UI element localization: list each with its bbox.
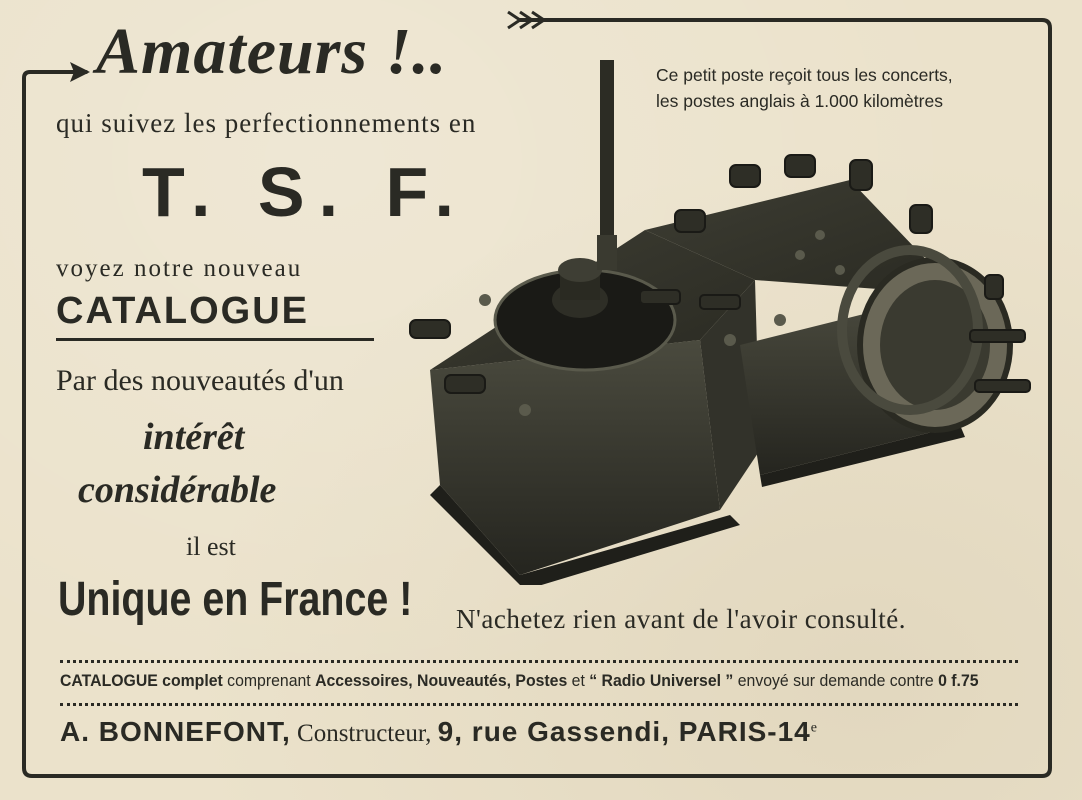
company-role: Constructeur, xyxy=(290,720,438,747)
caption-line-1: Ce petit poste reçoit tous les concerts, xyxy=(656,65,953,85)
arrondissement-suffix: e xyxy=(810,720,817,736)
intro-line: qui suivez les perfectionnements en xyxy=(56,108,477,138)
company-name: A. BONNEFONT, xyxy=(60,716,291,747)
par-line: Par des nouveautés d'un xyxy=(56,364,344,397)
radio-receiver-illustration xyxy=(400,55,1040,585)
nachetez-line: N'achetez rien avant de l'avoir consulté. xyxy=(456,604,907,634)
dotted-rule-bottom xyxy=(60,703,1018,706)
footer-address xyxy=(60,716,817,748)
catalogue-offer-line: CATALOGUE complet comprenant Accessoires, Nouveautés, Postes et “ Radio Universel ” envoyé sur demande contre 0 f.75 xyxy=(60,671,979,690)
catalogue-underline xyxy=(56,338,374,341)
il-est-line: il est xyxy=(186,532,236,561)
voyez-line: voyez notre nouveau xyxy=(56,255,303,282)
dotted-rule-top xyxy=(60,660,1018,663)
caption-line-2: les postes anglais à 1.000 kilomètres xyxy=(656,91,943,111)
interet-word: intérêt xyxy=(143,416,245,458)
considerable-word: considérable xyxy=(78,469,277,511)
city: PARIS-14 xyxy=(670,716,811,747)
catalogue-title: CATALOGUE xyxy=(56,290,310,332)
street-address: 9, rue Gassendi, xyxy=(437,716,670,747)
unique-title: Unique en France ! xyxy=(58,573,413,626)
headline: Amateurs !.. xyxy=(96,15,448,88)
tsf-title: T. S. F. xyxy=(142,153,468,231)
